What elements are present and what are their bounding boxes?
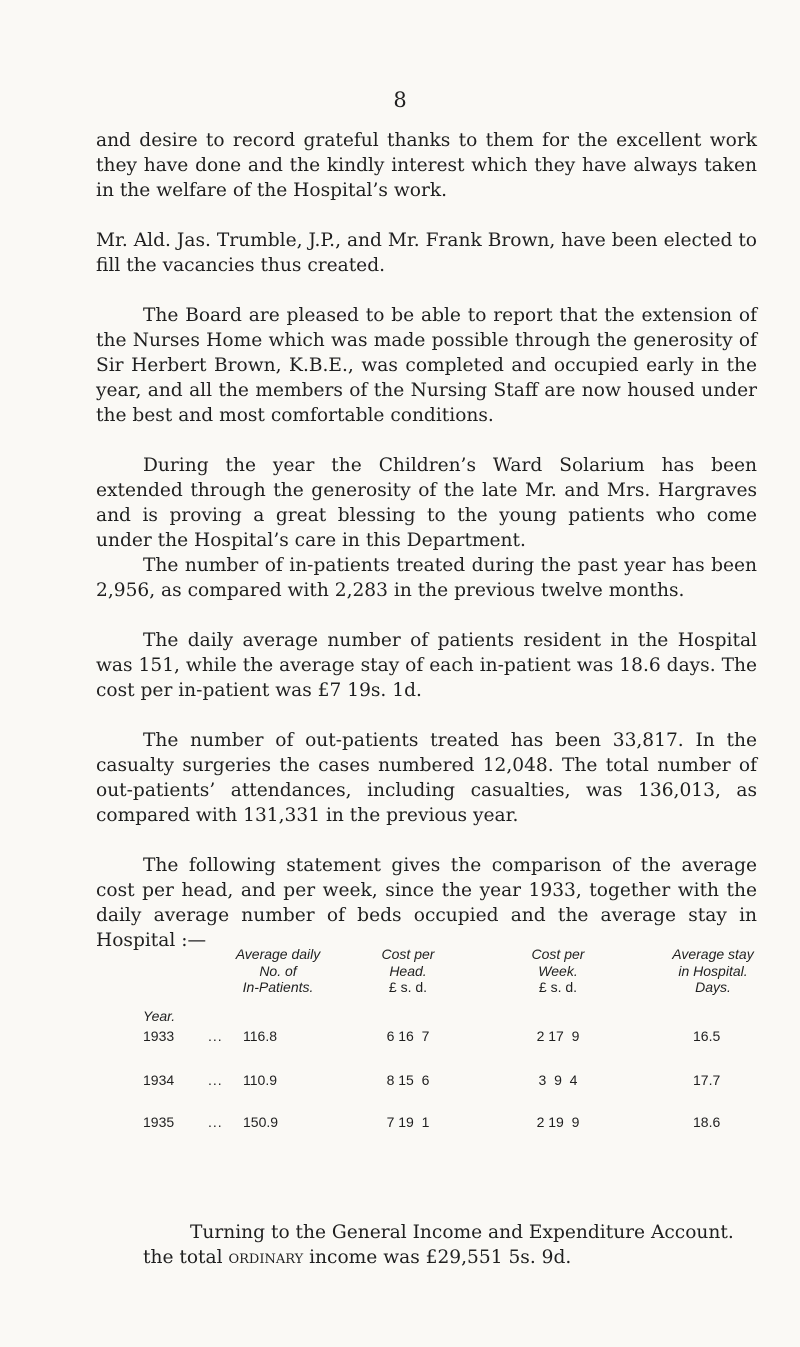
row-leader-dots: ... <box>208 1114 223 1130</box>
row-cost-week: 2 19 9 <box>536 1114 580 1130</box>
row-avg-daily: 110.9 <box>243 1072 277 1088</box>
page-number: 8 <box>393 88 407 112</box>
row-leader-dots: ... <box>208 1072 223 1088</box>
row-year: 1935 <box>143 1114 175 1130</box>
paragraph-in-patients: The number of in-patients treated during the past year has been 2,956, as compared with 2,283 in the previous twelve months. <box>96 555 757 601</box>
year-label: Year. <box>143 1008 176 1024</box>
header-cost-week: Cost per Week. £ s. d. <box>531 946 585 995</box>
paragraph-thanks: and desire to record grateful thanks to them for the excellent work they have done and the kindly interest which they have always taken in the welfare of the Hospital’s work. <box>96 130 757 201</box>
row-cost-head: 6 16 7 <box>386 1028 430 1044</box>
comparison-table <box>143 946 757 1130</box>
row-cost-week: 2 17 9 <box>536 1028 580 1044</box>
income-line-2: the total ordinary income was £29,551 5s. 9d. <box>143 1247 572 1268</box>
income-line-1: Turning to the General Income and Expenditure Account. <box>190 1222 734 1243</box>
header-cost-head: Cost per Head. £ s. d. <box>381 946 435 995</box>
paragraph-nurses-home: The Board are pleased to be able to report that the extension of the Nurses Home which was made possible through the generosity of Sir Herbert Brown, K.B.E., was completed and occupied early in the year, and all the members of the Nursing Staff are now housed under the best and most comfortable conditions. <box>96 305 757 426</box>
row-year: 1934 <box>143 1072 175 1088</box>
row-avg-stay: 18.6 <box>693 1114 721 1130</box>
paragraph-daily-average: The daily average number of patients resident in the Hospital was 151, while the average stay of each in-patient was 18.6 days. The cost per in-patient was £7 19s. 1d. <box>96 630 757 701</box>
row-avg-daily: 116.8 <box>243 1028 277 1044</box>
row-avg-stay: 16.5 <box>693 1028 721 1044</box>
row-avg-daily: 150.9 <box>243 1114 279 1130</box>
row-cost-week: 3 9 4 <box>538 1072 578 1088</box>
header-avg-stay: Average stay in Hospital. Days. <box>672 946 754 995</box>
paragraph-statement-intro: The following statement gives the comparison of the average cost per head, and per week, since the year 1933, together with the daily average number of beds occupied and the average stay in Hospital :— <box>96 855 757 951</box>
paragraph-elections: Mr. Ald. Jas. Trumble, J.P., and Mr. Frank Brown, have been elected to fill the vacancies thus created. <box>96 230 757 276</box>
paragraph-out-patients: The number of out-patients treated has been 33,817. In the casualty surgeries the cases numbered 12,048. The total number of out-patients’ attendances, including casualties, was 136,013, as compared with 131,331 in the previous year. <box>96 730 757 826</box>
paragraph-solarium: During the year the Children’s Ward Solarium has been extended through the generosity of the late Mr. and Mrs. Hargraves and is proving a great blessing to the young patients who come under the Hospital’s care in this Department. <box>96 455 757 551</box>
row-cost-head: 7 19 1 <box>386 1114 430 1130</box>
paragraph-income <box>143 1220 757 1270</box>
row-cost-head: 8 15 6 <box>386 1072 430 1088</box>
row-year: 1933 <box>143 1028 175 1044</box>
header-avg-daily: Average daily No. of In-Patients. <box>235 946 321 995</box>
row-avg-stay: 17.7 <box>693 1072 721 1088</box>
row-leader-dots: ... <box>208 1028 223 1044</box>
